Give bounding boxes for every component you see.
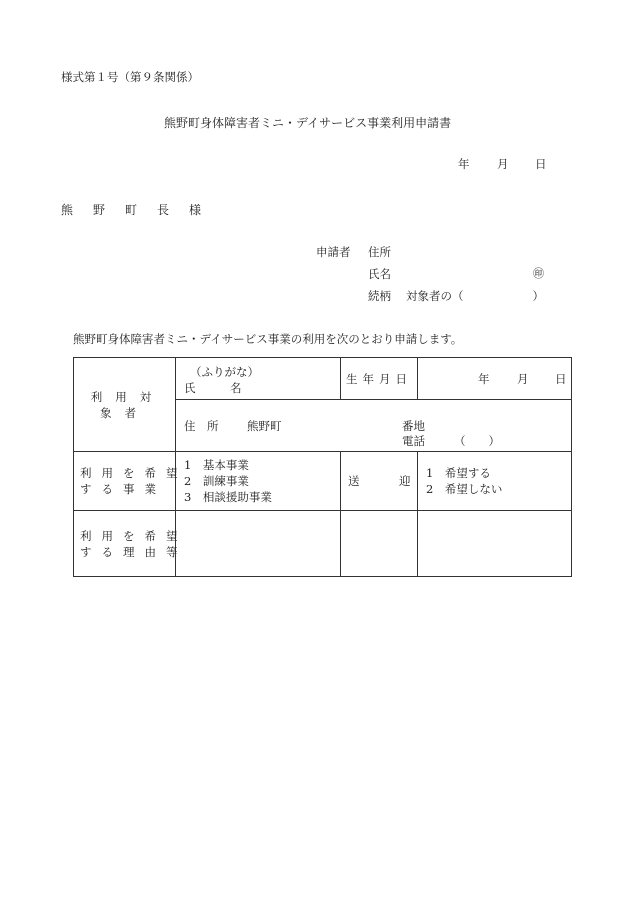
phone-paren: （ ） xyxy=(454,433,500,448)
services-cell[interactable] xyxy=(176,452,341,511)
date-year: 年 xyxy=(458,157,470,171)
furigana-label: （ふりがな） xyxy=(190,365,259,379)
transport-label-second: 迎 xyxy=(399,473,411,488)
subject-label-cell xyxy=(74,358,176,452)
applicant-label: 申請者 xyxy=(316,245,351,259)
addressee: 熊 野 町 長 様 xyxy=(61,203,206,217)
reason-label-line1: 利用を希望 xyxy=(80,528,188,543)
subject-label: 利用対象者 xyxy=(90,389,165,420)
date-month: 月 xyxy=(497,157,509,171)
banchi-label: 番地 xyxy=(402,418,425,433)
birth-year: 年 xyxy=(478,371,490,386)
transport-label-cell xyxy=(341,452,418,511)
desired-service-label-line2: する事業 xyxy=(80,482,166,496)
birth-label: 生年月日 xyxy=(346,371,412,386)
applicant-name-label: 氏名 xyxy=(368,267,391,281)
birth-label-cell xyxy=(341,358,418,400)
transport-label-first: 送 xyxy=(348,473,360,488)
reason-extra-cell[interactable] xyxy=(341,511,418,577)
service-option-training[interactable]: 2 訓練事業 xyxy=(184,474,249,488)
application-table xyxy=(73,357,572,577)
desired-service-label-cell xyxy=(74,452,188,511)
name-cell[interactable] xyxy=(176,358,341,400)
transport-option-yes[interactable]: 1 希望する xyxy=(426,466,491,480)
page-title: 熊野町身体障害者ミニ・デイサービス事業利用申請書 xyxy=(164,116,452,130)
reason-extra-cell-2[interactable] xyxy=(418,511,572,577)
date-day: 日 xyxy=(535,157,547,171)
birth-day: 日 xyxy=(555,371,567,386)
form-number: 様式第１号（第９条関係） xyxy=(61,70,199,84)
address-town: 熊野町 xyxy=(247,418,282,433)
transport-options-cell[interactable] xyxy=(418,452,572,511)
transport-option-no[interactable]: 2 希望しない xyxy=(426,482,503,496)
reason-label-line2: する理由等 xyxy=(80,544,188,559)
name-label: 氏 名 xyxy=(184,381,242,395)
seal-mark: ㊞ xyxy=(533,267,544,280)
reason-label-cell xyxy=(74,511,188,577)
address-cell[interactable] xyxy=(176,400,572,452)
applicant-relation-label: 続柄 xyxy=(368,289,391,303)
birth-month: 月 xyxy=(517,371,529,386)
applicant-address-label: 住所 xyxy=(368,245,391,259)
reason-input-cell[interactable] xyxy=(176,511,341,577)
service-option-consultation[interactable]: 3 相談援助事業 xyxy=(184,490,272,504)
desired-service-label-line1: 利用を希望 xyxy=(80,466,188,480)
intro-text: 熊野町身体障害者ミニ・デイサービス事業の利用を次のとおり申請します。 xyxy=(73,332,463,346)
service-option-basic[interactable]: 1 基本事業 xyxy=(184,458,249,472)
birth-value-cell[interactable] xyxy=(418,358,572,400)
address-label: 住 所 xyxy=(184,418,219,433)
applicant-relation-text: 対象者の（ ） xyxy=(406,289,544,303)
phone-label: 電話 xyxy=(402,433,425,448)
